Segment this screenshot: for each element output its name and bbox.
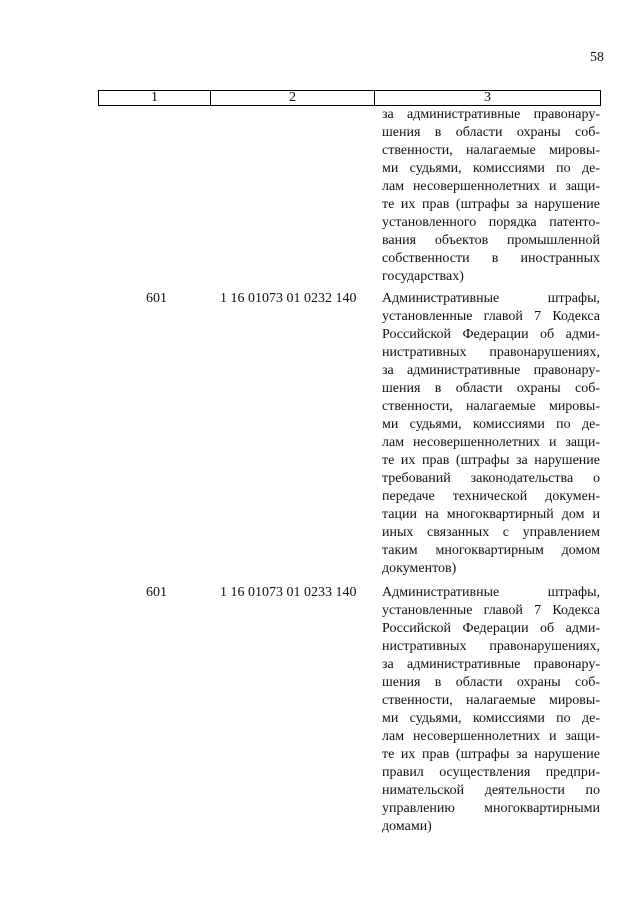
desc-line: передаче технической докумен- — [382, 489, 600, 504]
desc-line: нистративных правонарушениях, — [382, 345, 600, 360]
desc-line: лам несовершеннолетних и защи- — [382, 179, 600, 194]
desc-line: ственности, налагаемые мировы- — [382, 693, 600, 708]
row-description — [382, 584, 600, 836]
desc-line: ственности, налагаемые мировы- — [382, 143, 600, 158]
desc-line: правил осуществления предпри- — [382, 765, 600, 780]
admin-code: 601 — [146, 291, 167, 306]
desc-line: лам несовершеннолетних и защи- — [382, 435, 600, 450]
desc-line: Административные штрафы, — [382, 585, 600, 600]
desc-line: требований законодательства о — [382, 471, 600, 486]
header-col-2: 2 — [211, 91, 375, 105]
header-col-1: 1 — [99, 91, 211, 105]
desc-line: установленные главой 7 Кодекса — [382, 603, 600, 618]
desc-line: за административные правонару- — [382, 657, 600, 672]
desc-line: иных связанных с управлением — [382, 525, 600, 540]
desc-line: вания объектов промышленной — [382, 233, 600, 248]
desc-line: управлению многоквартирными — [382, 801, 600, 816]
desc-line: шения в области охраны соб- — [382, 125, 600, 140]
desc-line: лам несовершеннолетних и защи- — [382, 729, 600, 744]
desc-line: ми судьями, комиссиями по де- — [382, 161, 600, 176]
kbk-code: 1 16 01073 01 0233 140 — [220, 585, 357, 600]
desc-line: нимательской деятельности по — [382, 783, 600, 798]
desc-line: те их прав (штрафы за нарушение — [382, 197, 600, 212]
desc-line: собственности в иностранных — [382, 251, 600, 266]
kbk-code: 1 16 01073 01 0232 140 — [220, 291, 357, 306]
desc-line: таким многоквартирным домом — [382, 543, 600, 558]
desc-line: те их прав (штрафы за нарушение — [382, 453, 600, 468]
desc-line: Административные штрафы, — [382, 291, 600, 306]
desc-line: установленного порядка патенто- — [382, 215, 600, 230]
desc-line: те их прав (штрафы за нарушение — [382, 747, 600, 762]
desc-line: тации на многоквартирный дом и — [382, 507, 600, 522]
desc-line: Российской Федерации об адми- — [382, 327, 600, 342]
desc-line: за административные правонару- — [382, 363, 600, 378]
desc-line: нистративных правонарушениях, — [382, 639, 600, 654]
header-col-3: 3 — [484, 90, 491, 105]
desc-line: Российской Федерации об адми- — [382, 621, 600, 636]
desc-line: шения в области охраны соб- — [382, 675, 600, 690]
desc-line: государствах) — [382, 269, 464, 284]
desc-line: установленные главой 7 Кодекса — [382, 309, 600, 324]
desc-line: за административные правонару- — [382, 107, 600, 122]
admin-code: 601 — [146, 585, 167, 600]
desc-line: домами) — [382, 819, 432, 834]
desc-line: ственности, налагаемые мировы- — [382, 399, 600, 414]
row-description — [382, 290, 600, 578]
desc-line: документов) — [382, 561, 457, 576]
desc-line: ми судьями, комиссиями по де- — [382, 417, 600, 432]
desc-line: ми судьями, комиссиями по де- — [382, 711, 600, 726]
page-number: 58 — [590, 50, 604, 65]
continued-description — [382, 106, 600, 286]
desc-line: шения в области охраны соб- — [382, 381, 600, 396]
table-header-row — [98, 90, 601, 106]
